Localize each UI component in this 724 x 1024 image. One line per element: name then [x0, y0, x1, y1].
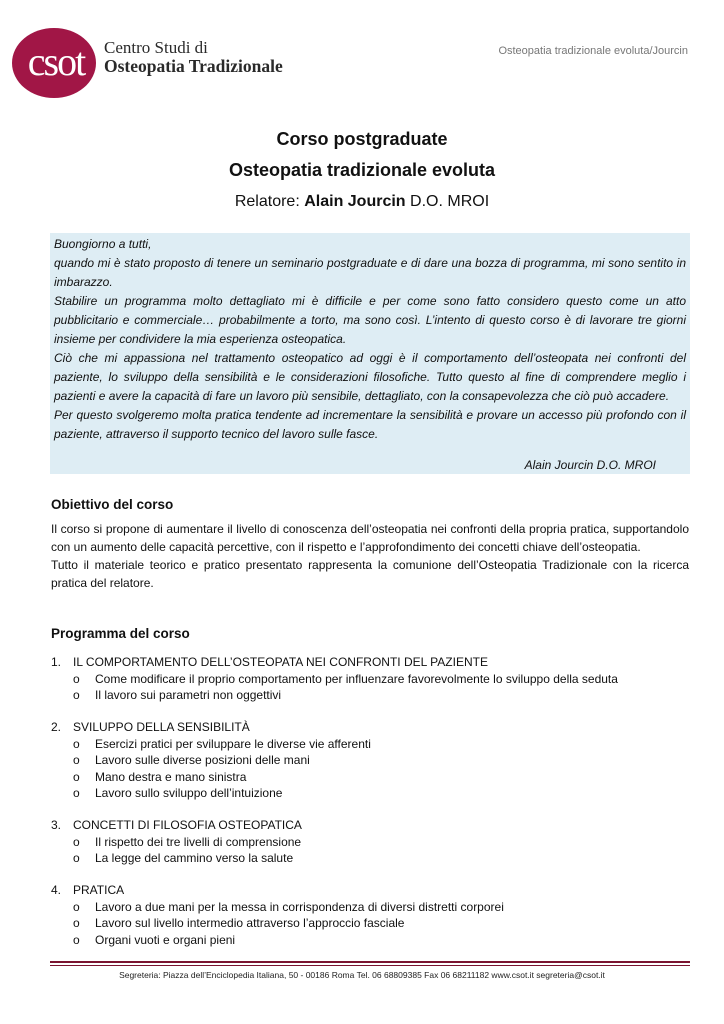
bullet: o — [73, 671, 80, 686]
section-title: CONCETTI DI FILOSOFIA OSTEOPATICA — [73, 818, 302, 832]
bullet: o — [73, 916, 80, 930]
bullet: o — [73, 786, 80, 800]
list-item: o Organi vuoti e organi pieni — [73, 932, 236, 947]
bullet: o — [73, 769, 80, 784]
course-subtitle: Osteopatia tradizionale evoluta — [228, 160, 496, 180]
running-header: Osteopatia tradizionale evoluta/Jourcin — [498, 45, 688, 57]
section-number: 3. — [51, 818, 62, 832]
intro-paragraph: Ciò che mi appassiona nel trattamento osteopatico ad oggi è il comportamento dell’osteopata nei confronti del paziente, lo sviluppo della sensibilità e le considerazioni filosofiche. Tutto questo al fine di comprendere meglio i pazienti e avere la capacità di fare un lavoro più sensibile, dettagliato, con la consapevolezza che ciò può accadere. — [54, 351, 686, 403]
bullet: o — [73, 932, 80, 947]
logo-letters: csot — [27, 39, 85, 84]
footer-rule-thin — [50, 965, 690, 966]
footer-contact: Segreteria: Piazza dell’Enciclopedia Italiana, 50 - 00186 Roma Tel. 06 68809385 Fax 06 68211182 www.csot.it segreteria@csot.it — [119, 970, 605, 980]
objective-paragraph: Il corso si propone di aumentare il livello di conoscenza dell’osteopatia nei confronti della propria pratica, supportandolo con un aumento delle capacità percettive, con il rispetto e l’approfondimento dei concetti chiave dell’osteopatia. — [51, 522, 689, 554]
bullet: o — [73, 899, 80, 914]
intro-paragraph: Per questo svolgeremo molta pratica tendente ad incrementare la sensibilità e provare un accesso più profondo con il paziente, attraverso il supporto tecnico del lavoro sulle fasce. — [54, 408, 686, 441]
intro-signature: Alain Jourcin D.O. MROI — [524, 458, 656, 472]
objective-paragraph: Tutto il materiale teorico e pratico presentato rappresenta la comunione dell’Osteopatia Tradizionale con la ricerca pratica del relatore. — [51, 558, 689, 590]
section-title: PRATICA — [73, 883, 125, 897]
list-item: o Il lavoro sui parametri non oggettivi — [73, 688, 282, 702]
speaker-name: Alain Jourcin — [304, 193, 406, 210]
list-item: o Lavoro sullo sviluppo dell’intuizione — [73, 786, 283, 800]
course-title: Corso postgraduate — [276, 129, 448, 149]
bullet: o — [73, 851, 80, 865]
section-title: SVILUPPO DELLA SENSIBILITÀ — [73, 720, 250, 734]
logo-emblem — [12, 28, 96, 98]
speaker-prefix: Relatore: — [234, 193, 305, 210]
list-item: o Mano destra e mano sinistra — [73, 769, 247, 784]
speaker-line — [0, 193, 724, 211]
objective-body — [51, 520, 689, 592]
bullet: o — [73, 736, 80, 751]
footer-rule — [50, 961, 690, 963]
intro-paragraph: Buongiorno a tutti, — [54, 237, 152, 251]
csot-logo — [12, 24, 282, 102]
intro-box — [50, 233, 690, 474]
intro-paragraph: quando mi è stato proposto di tenere un seminario postgraduate e di dare una bozza di programma, mi sono sentito in imbarazzo. — [54, 256, 686, 289]
list-item: o La legge del cammino verso la salute — [73, 851, 294, 865]
list-item: o Lavoro sul livello intermedio attraverso l’approccio fasciale — [73, 916, 405, 930]
objective-heading: Obiettivo del corso — [51, 497, 174, 512]
program-heading: Programma del corso — [51, 626, 190, 641]
list-item: o Esercizi pratici per sviluppare le diverse vie afferenti — [73, 736, 371, 751]
list-item: o Il rispetto dei tre livelli di comprensione — [73, 834, 302, 849]
list-item: o Lavoro sulle diverse posizioni delle mani — [73, 753, 310, 767]
speaker-suffix: D.O. MROI — [405, 193, 490, 210]
list-item: o Lavoro a due mani per la messa in corrispondenza di diversi distretti corporei — [73, 899, 504, 914]
intro-paragraph: Stabilire un programma molto dettagliato mi è difficile e per come sono fatto considero questo come un atto pubblicitario e commerciale… probabilmente a torto, ma sono così. L’intento di questo corso è di lavorare tre giorni insieme per condividere la mia esperienza osteopatica. — [54, 294, 686, 346]
list-item: o Come modificare il proprio comportamento per influenzare favorevolmente lo sviluppo della seduta — [73, 671, 618, 686]
section-number: 1. — [51, 655, 62, 669]
section-number: 4. — [51, 883, 62, 897]
section-number: 2. — [51, 720, 62, 734]
bullet: o — [73, 753, 80, 767]
section-title: IL COMPORTAMENTO DELL’OSTEOPATA NEI CONFRONTI DEL PAZIENTE — [73, 655, 488, 669]
bullet: o — [73, 834, 80, 849]
logo-line-1: Centro Studi di — [104, 38, 208, 57]
logo-line-2: Osteopatia Tradizionale — [104, 56, 283, 76]
bullet: o — [73, 688, 80, 702]
